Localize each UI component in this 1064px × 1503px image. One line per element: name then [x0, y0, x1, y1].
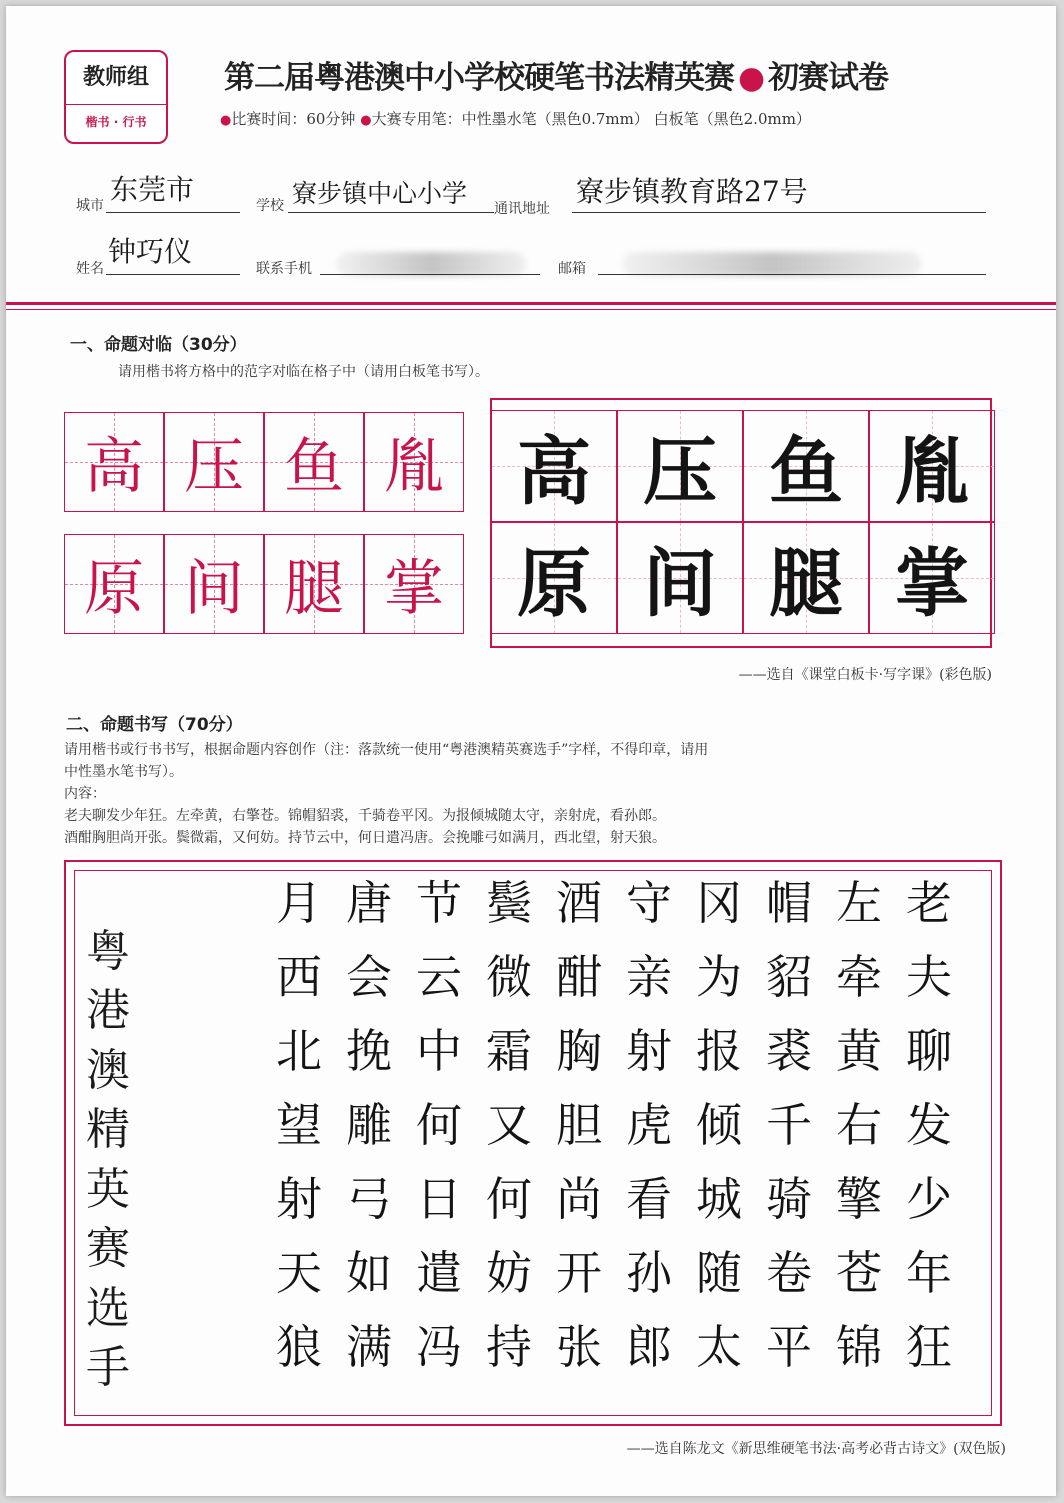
poem-char: 为 — [696, 950, 742, 1004]
content-label: 内容： — [64, 786, 106, 802]
poem-char: 随 — [696, 1246, 742, 1300]
poem-char: 西 — [276, 950, 322, 1004]
signature-char: 精 — [86, 1104, 130, 1156]
poem-char: 鬓 — [486, 876, 532, 930]
poem-char: 平 — [766, 1320, 812, 1374]
section-divider-thin — [6, 309, 1056, 310]
poem-char: 月 — [276, 876, 322, 930]
practice-cell[interactable]: 间 — [164, 534, 264, 634]
signature-char: 澳 — [86, 1044, 130, 1096]
poem-char: 擎 — [836, 1172, 882, 1226]
poem-char: 妨 — [486, 1246, 532, 1300]
poem-char: 郎 — [626, 1320, 672, 1374]
title-right: 初赛试卷 — [768, 60, 889, 96]
section2-instruction-1: 请用楷书或行书书写，根据命题内容创作（注：落款统一使用“粤港澳精英赛选手”字样，不得印章，请用 — [64, 742, 709, 758]
poem-column — [478, 876, 540, 1374]
signature-char: 选 — [86, 1282, 130, 1334]
signature-column — [78, 926, 138, 1393]
school-label: 学校 — [256, 198, 284, 214]
poem-char: 城 — [696, 1172, 742, 1226]
name-underline — [106, 274, 240, 275]
poem-char: 唐 — [346, 876, 392, 930]
poem-char: 报 — [696, 1024, 742, 1078]
pen-info: 大赛专用笔：中性墨水笔（黑色0.7mm） 白板笔（黑色2.0mm） — [371, 110, 811, 128]
poem-char: 天 — [276, 1246, 322, 1300]
poem-char: 看 — [626, 1172, 672, 1226]
poem-column — [408, 876, 470, 1374]
poem-char: 持 — [486, 1320, 532, 1374]
poem-char: 云 — [416, 950, 462, 1004]
signature-char: 粤 — [86, 926, 130, 977]
page-title — [224, 56, 1004, 100]
poem-text-line2: 酒酣胸胆尚开张。鬓微霜，又何妨。持节云中，何日遣冯唐。会挽雕弓如满月，西北望，射天狼。 — [64, 830, 666, 846]
model-cell: 压 — [617, 410, 743, 522]
poem-char: 千 — [766, 1098, 812, 1152]
address-field[interactable]: 寮步镇教育路27号 — [576, 175, 808, 208]
poem-char: 貂 — [766, 950, 812, 1004]
poem-char: 右 — [836, 1098, 882, 1152]
poem-char: 年 — [906, 1246, 952, 1300]
practice-cell[interactable]: 掌 — [364, 534, 464, 634]
poem-char: 苍 — [836, 1246, 882, 1300]
poem-char: 挽 — [346, 1024, 392, 1078]
model-cell: 高 — [491, 410, 617, 522]
poem-char: 亲 — [626, 950, 672, 1004]
poem-char: 老 — [906, 876, 952, 930]
poem-column — [688, 876, 750, 1374]
model-cell: 间 — [617, 522, 743, 634]
name-label: 姓名 — [76, 261, 104, 277]
poem-char: 左 — [836, 876, 882, 930]
title-left: 第二届粤港澳中小学校硬笔书法精英赛 — [224, 60, 734, 96]
poem-column — [618, 876, 680, 1374]
poem-char: 射 — [276, 1172, 322, 1226]
poem-char: 何 — [416, 1098, 462, 1152]
section2-title: 二、命题书写（70分） — [66, 715, 243, 735]
practice-cell[interactable]: 压 — [164, 412, 264, 512]
city-field[interactable]: 东莞市 — [110, 173, 195, 206]
poem-char: 如 — [346, 1246, 392, 1300]
poem-text-line1: 老夫聊发少年狂。左牵黄，右擎苍。锦帽貂裘，千骑卷平冈。为报倾城随太守，亲射虎，看孙郎。 — [64, 808, 666, 824]
city-label: 城市 — [76, 198, 104, 214]
practice-grid-row1 — [64, 412, 464, 512]
bullet-icon: ● — [738, 60, 765, 96]
time-info: 比赛时间：60分钟 — [231, 110, 356, 128]
signature-char: 英 — [86, 1163, 130, 1215]
poem-char: 守 — [626, 876, 672, 930]
email-label: 邮箱 — [558, 261, 586, 277]
poem-char: 何 — [486, 1172, 532, 1226]
poem-char: 夫 — [906, 950, 952, 1004]
model-cell: 掌 — [869, 522, 995, 634]
poem-char: 会 — [346, 950, 392, 1004]
city-underline — [106, 212, 240, 213]
poem-char: 满 — [346, 1320, 392, 1374]
poem-char: 黄 — [836, 1024, 882, 1078]
model-cell: 鱼 — [743, 410, 869, 522]
poem-char: 虎 — [626, 1098, 672, 1152]
poem-char: 北 — [276, 1024, 322, 1078]
poem-column — [268, 876, 330, 1374]
poem-char: 倾 — [696, 1098, 742, 1152]
school-underline — [288, 212, 494, 213]
section2-instruction-2: 中性墨水笔书写）。 — [64, 764, 183, 780]
address-underline — [572, 212, 986, 213]
bullet-icon: ● — [220, 113, 232, 128]
poem-char: 牵 — [836, 950, 882, 1004]
poem-column — [338, 876, 400, 1374]
poem-column — [758, 876, 820, 1374]
poem-char: 酒 — [556, 876, 602, 930]
poem-char: 雕 — [346, 1098, 392, 1152]
badge-title: 教师组 — [82, 65, 149, 90]
poem-char: 帽 — [766, 876, 812, 930]
poem-column — [828, 876, 890, 1374]
email-field-redacted[interactable] — [622, 252, 922, 276]
practice-grid-row2 — [64, 534, 464, 634]
poem-char: 胆 — [556, 1098, 602, 1152]
poem-char: 射 — [626, 1024, 672, 1078]
exam-rules — [220, 106, 1020, 132]
poem-char: 张 — [556, 1320, 602, 1374]
poem-char: 又 — [486, 1098, 532, 1152]
poem-char: 尚 — [556, 1172, 602, 1226]
model-grid-row1 — [491, 410, 995, 522]
poem-char: 酣 — [556, 950, 602, 1004]
model-cell: 原 — [491, 522, 617, 634]
address-label: 通讯地址 — [494, 201, 550, 217]
school-field[interactable]: 寮步镇中心小学 — [292, 179, 468, 208]
name-field[interactable]: 钟巧仪 — [108, 235, 193, 268]
poem-column — [898, 876, 960, 1374]
poem-char: 太 — [696, 1320, 742, 1374]
poem-char: 微 — [486, 950, 532, 1004]
poem-char: 冈 — [696, 876, 742, 930]
poem-char: 卷 — [766, 1246, 812, 1300]
poem-char: 弓 — [346, 1172, 392, 1226]
poem-char: 胸 — [556, 1024, 602, 1078]
practice-cell[interactable]: 高 — [64, 412, 164, 512]
phone-field-redacted[interactable] — [336, 252, 526, 276]
practice-cell[interactable]: 鱼 — [264, 412, 364, 512]
section2-source: ——选自陈龙文《新思维硬笔书法·高考必背古诗文》(双色版) — [626, 1441, 1006, 1457]
poem-char: 裘 — [766, 1024, 812, 1078]
practice-cell[interactable]: 腿 — [264, 534, 364, 634]
poem-char: 发 — [906, 1098, 952, 1152]
signature-char: 赛 — [86, 1223, 130, 1275]
section1-title: 一、命题对临（30分） — [70, 335, 247, 355]
poem-char: 遣 — [416, 1246, 462, 1300]
poem-column — [548, 876, 610, 1374]
practice-cell[interactable]: 原 — [64, 534, 164, 634]
section1-instruction: 请用楷书将方格中的范字对临在格子中（请用白板笔书写）。 — [118, 364, 489, 380]
badge-subtitle: 楷书 · 行书 — [66, 104, 166, 139]
signature-char: 港 — [86, 985, 130, 1037]
poem-char: 狼 — [276, 1320, 322, 1374]
email-underline — [598, 274, 986, 275]
poem-char: 骑 — [766, 1172, 812, 1226]
signature-char: 手 — [86, 1341, 130, 1393]
poem-char: 霜 — [486, 1024, 532, 1078]
group-badge — [64, 50, 168, 144]
poem-char: 望 — [276, 1098, 322, 1152]
poem-char: 狂 — [906, 1320, 952, 1374]
poem-char: 少 — [906, 1172, 952, 1226]
practice-cell[interactable]: 胤 — [364, 412, 464, 512]
poem-char: 冯 — [416, 1320, 462, 1374]
model-grid-row2 — [491, 522, 995, 634]
poem-char: 聊 — [906, 1024, 952, 1078]
poem-char: 中 — [416, 1024, 462, 1078]
poem-char: 开 — [556, 1246, 602, 1300]
poem-char: 孙 — [626, 1246, 672, 1300]
bullet-icon: ● — [360, 113, 372, 128]
model-cell: 胤 — [869, 410, 995, 522]
phone-underline — [320, 274, 540, 275]
section-divider — [6, 302, 1056, 305]
poem-char: 锦 — [836, 1320, 882, 1374]
section1-source: ——选自《课堂白板卡·写字课》(彩色版) — [738, 667, 992, 683]
poem-char: 节 — [416, 876, 462, 930]
poem-char: 日 — [416, 1172, 462, 1226]
model-cell: 腿 — [743, 522, 869, 634]
phone-label: 联系手机 — [256, 261, 312, 277]
